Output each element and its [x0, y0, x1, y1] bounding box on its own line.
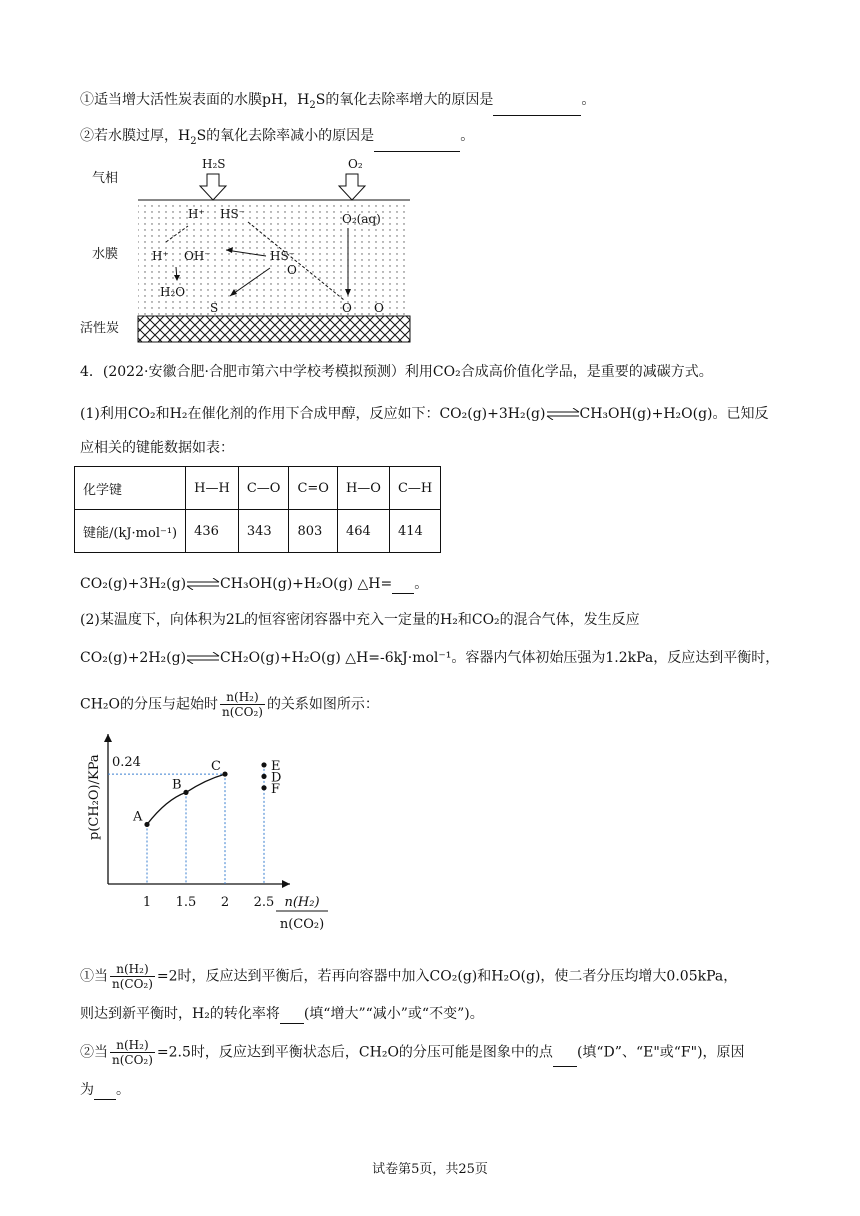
q4-sub1-line2: 则达到新平衡时，H₂的转化率将 (填“增大”“减小”或“不变”)。	[80, 1006, 484, 1022]
point-label: D	[271, 770, 282, 786]
partial-pressure-chart	[80, 730, 340, 940]
data-point	[261, 785, 266, 790]
q4-part2-equation: CO₂(g)+2H₂(g) CH₂O(g)+H₂O(g) △H=-6kJ·mol⁻¹。容器内气体初始压强为1.2kPa，反应达到平衡时，	[80, 650, 780, 666]
x-tick-label: 1.5	[175, 895, 197, 910]
q4-part1-line2: 应相关的键能数据如表：	[80, 440, 234, 456]
y-axis-arrow-icon	[104, 734, 112, 742]
q4-sub2-line2: 为 。	[80, 1082, 130, 1098]
x-axis-arrow-icon	[282, 880, 290, 888]
activated-carbon-label: 活性炭	[80, 321, 120, 336]
x-axis-label-denominator: n(CO₂)	[279, 917, 325, 932]
data-point	[183, 790, 188, 795]
svg-text:O₂: O₂	[348, 157, 363, 171]
x-tick-label: 2.5	[253, 895, 275, 910]
q4-part2-line1: (2)某温度下，向体积为2L的恒容密闭容器中充入一定量的H₂和CO₂的混合气体，发生反应	[80, 612, 640, 628]
o2-inflow-arrow	[339, 174, 365, 200]
svg-text:OH⁻: OH⁻	[184, 249, 211, 263]
svg-text:H₂O: H₂O	[160, 285, 186, 299]
q3-item-1: ①适当增大活性炭表面的水膜pH，$H_2S$的氧化去除率增大的原因是 。	[80, 90, 595, 116]
equilibrium-arrow-icon	[186, 578, 220, 590]
point-label: C	[211, 759, 221, 775]
data-point	[144, 822, 149, 827]
equilibrium-arrow-icon	[546, 408, 580, 420]
gas-phase-label: 气相	[92, 171, 119, 186]
x-tick-label: 1	[142, 895, 152, 910]
q4-part1-line1: (1)利用CO₂和H₂在催化剂的作用下合成甲醇，反应如下：CO₂(g)+3H₂(g) CH₃OH(g)+H₂O(g)。已知反	[80, 406, 769, 422]
ratio-fraction: $\frac{\text{n(H₂)}}{\text{n(CO₂)}}$	[112, 1038, 153, 1067]
svg-text:O₂(aq): O₂(aq)	[342, 212, 381, 226]
svg-text:O: O	[287, 263, 297, 277]
y-axis-label: p(CH₂O)/KPa	[87, 754, 102, 840]
y-tick-label: 0.24	[112, 755, 141, 771]
data-point	[261, 774, 266, 779]
data-point	[222, 771, 227, 776]
h2s-inflow-arrow	[200, 174, 226, 200]
page-footer: 试卷第5页，共25页	[372, 1162, 488, 1177]
svg-text:H⁺: H⁺	[152, 249, 169, 263]
equilibrium-arrow-icon	[186, 652, 220, 664]
point-label: A	[133, 809, 143, 825]
svg-text:S: S	[210, 301, 219, 315]
q4-header: 4．(2022·安徽合肥·合肥市第六中学校考模拟预测）利用CO₂合成高价值化学品，是重要的减碳方式。	[80, 364, 713, 380]
q4-part2-line3: CH₂O的分压与起始时 $\frac{\text{n(H₂)}}{\text{n(CO₂)}}$ 的关系如图所示：	[80, 690, 379, 719]
ratio-fraction: $\frac{\text{n(H₂)}}{\text{n(CO₂)}}$	[112, 962, 153, 991]
point-label: F	[271, 781, 281, 797]
svg-text:HS⁻: HS⁻	[270, 249, 296, 263]
svg-text:HS⁻: HS⁻	[220, 207, 246, 221]
reaction-diagram	[80, 150, 420, 345]
bond-energy-table	[74, 466, 441, 553]
q3-item-2: ②若水膜过厚，$H_2S$的氧化去除率减小的原因是 。	[80, 126, 474, 152]
data-point	[261, 762, 266, 767]
svg-text:H₂S: H₂S	[202, 157, 226, 171]
table-row: 化学键 H—H C—O C=O H—O C—H	[75, 467, 441, 510]
q4-part1-equation: CO₂(g)+3H₂(g) CH₃OH(g)+H₂O(g) △H= 。	[80, 576, 429, 592]
table-row: 键能/(kJ·mol⁻¹) 436 343 803 464 414	[75, 510, 441, 553]
q4-sub2-line1: ②当 $\frac{\text{n(H₂)}}{\text{n(CO₂)}}$ =2.5时，反应达到平衡状态后，CH₂O的分压可能是图象中的点 (填“D”、“E"或“F")，原因	[80, 1038, 745, 1067]
water-film-label: 水膜	[92, 247, 119, 262]
svg-text:O: O	[374, 301, 384, 315]
point-label: E	[271, 758, 281, 774]
svg-text:H⁺: H⁺	[188, 207, 205, 221]
x-axis-label-numerator: n(H₂)	[284, 895, 320, 910]
x-tick-label: 2	[220, 895, 230, 910]
q4-sub1-line1: ①当 $\frac{\text{n(H₂)}}{\text{n(CO₂)}}$ =2时，反应达到平衡后，若再向容器中加入CO₂(g)和H₂O(g)，使二者分压均增大0.05kPa，	[80, 962, 738, 991]
ratio-fraction: $\frac{\text{n(H₂)}}{\text{n(CO₂)}}$	[222, 690, 263, 719]
svg-text:O: O	[342, 301, 352, 315]
point-label: B	[172, 777, 182, 793]
